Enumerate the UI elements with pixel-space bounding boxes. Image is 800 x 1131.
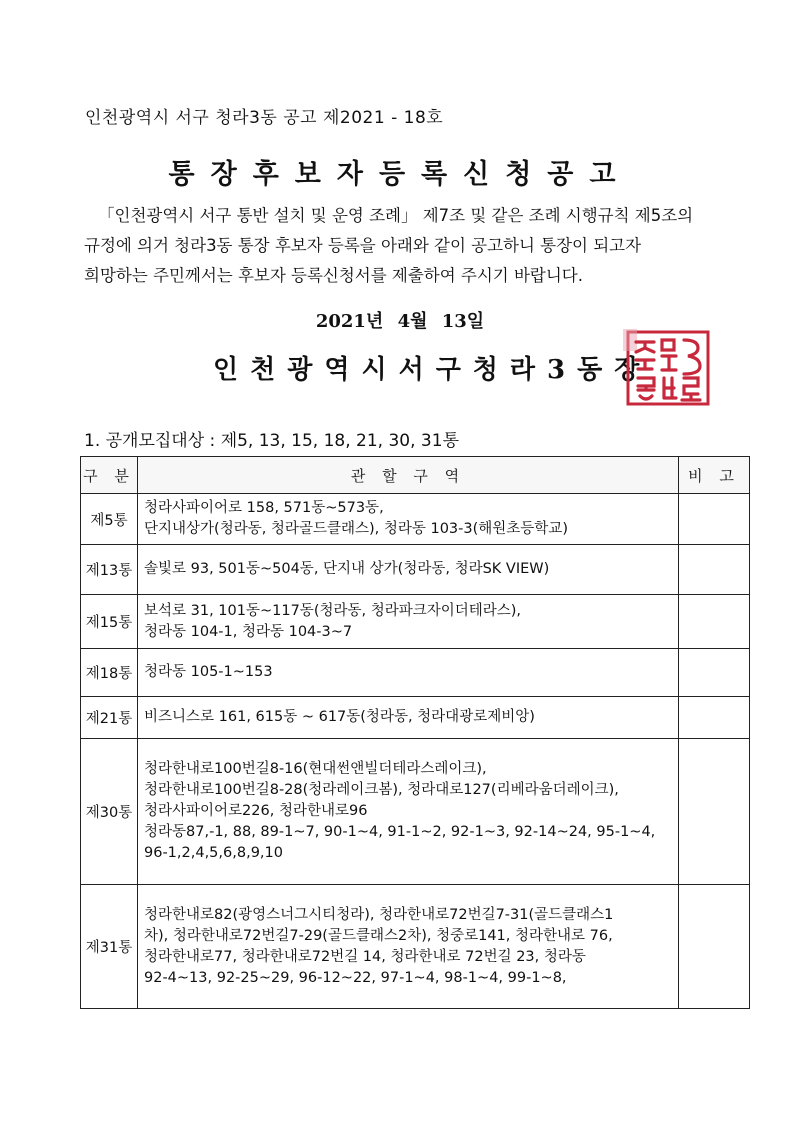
header-remarks: 비 고 [679, 457, 750, 494]
area-line: 청라동 105-1~153 [144, 664, 273, 680]
area-line: 단지내상가(청라동, 청라골드클래스), 청라동 103-3(해원초등학교) [144, 521, 568, 537]
remarks-cell [679, 697, 750, 739]
table-header-row [81, 457, 750, 494]
area-line: 청라사파이어로 158, 571동~573동, [144, 500, 384, 516]
district-table [80, 456, 750, 1009]
area-line: 솔빛로 93, 501동~504동, 단지내 상가(청라동, 청라SK VIEW) [144, 561, 550, 577]
tong-area [138, 697, 679, 739]
table-row [81, 649, 750, 697]
area-line: 비즈니스로 161, 615동 ~ 617동(청라동, 청라대광로제비앙) [144, 709, 535, 725]
remarks-cell [679, 545, 750, 595]
header-jurisdiction-area: 관 할 구 역 [138, 457, 679, 494]
tong-area [138, 595, 679, 649]
tong-number: 제5통 [81, 494, 138, 545]
notice-date: 2021년 4월 13일 [315, 311, 485, 332]
table-row [81, 739, 750, 885]
area-line: 청라한내로100번길8-28(청라레이크봄), 청라대로127(리베라움더레이크), [144, 782, 619, 798]
tong-number: 제30통 [81, 739, 138, 885]
section-recruitment-target: 1. 공개모집대상 : 제5, 13, 15, 18, 21, 30, 31통 [84, 431, 459, 451]
notice-body [84, 201, 756, 291]
area-line: 96-1,2,4,5,6,8,9,10 [144, 845, 283, 861]
area-line: 청라사파이어로226, 청라한내로96 [144, 803, 368, 819]
tong-number: 제15통 [81, 595, 138, 649]
header-category: 구 분 [81, 457, 138, 494]
remarks-cell [679, 739, 750, 885]
tong-number: 제31통 [81, 885, 138, 1009]
area-line: 청라한내로77, 청라한내로72번길 14, 청라한내로 72번길 23, 청라동 [144, 948, 586, 965]
body-line: 규정에 의거 청라3동 통장 후보자 등록을 아래와 같이 공고하니 통장이 되고자 [84, 236, 642, 255]
official-seal-image [622, 326, 714, 408]
area-line: 차), 청라한내로72번길7-29(골드클래스2차), 청중로141, 청라한내로 76, [144, 927, 613, 944]
area-line: 청라동87,-1, 88, 89-1~7, 90-1~4, 91-1~2, 92-1~3, 92-14~24, 95-1~4, [144, 824, 656, 840]
table-row [81, 494, 750, 545]
issuer-name: 인천광역시서구청라3동장 [213, 355, 652, 385]
page-title: 통장후보자등록신청공고 [168, 159, 632, 190]
body-line: 「인천광역시 서구 통반 설치 및 운영 조례」 제7조 및 같은 조례 시행규칙 제5조의 [98, 206, 694, 225]
table-row [81, 595, 750, 649]
tong-number: 제13통 [81, 545, 138, 595]
notice-number: 인천광역시 서구 청라3동 공고 제2021 - 18호 [85, 108, 444, 128]
area-line: 청라동 104-1, 청라동 104-3~7 [144, 623, 353, 640]
body-line: 희망하는 주민께서는 후보자 등록신청서를 제출하여 주시기 바랍니다. [84, 266, 583, 285]
tong-area [138, 885, 679, 1009]
tong-area [138, 649, 679, 697]
area-line: 92-4~13, 92-25~29, 96-12~22, 97-1~4, 98-1~4, 99-1~8, [144, 969, 567, 986]
table-row [81, 545, 750, 595]
tong-area [138, 494, 679, 545]
tong-area [138, 739, 679, 885]
table-row [81, 885, 750, 1009]
tong-number: 제21통 [81, 697, 138, 739]
remarks-cell [679, 885, 750, 1009]
area-line: 청라한내로82(광영스너그시티청라), 청라한내로72번길7-31(골드클래스1 [144, 906, 614, 923]
tong-number: 제18통 [81, 649, 138, 697]
tong-area [138, 545, 679, 595]
area-line: 청라한내로100번길8-16(현대썬앤빌더테라스레이크), [144, 761, 487, 777]
remarks-cell [679, 595, 750, 649]
remarks-cell [679, 649, 750, 697]
table-row [81, 697, 750, 739]
area-line: 보석로 31, 101동~117동(청라동, 청라파크자이더테라스), [144, 602, 522, 619]
remarks-cell [679, 494, 750, 545]
